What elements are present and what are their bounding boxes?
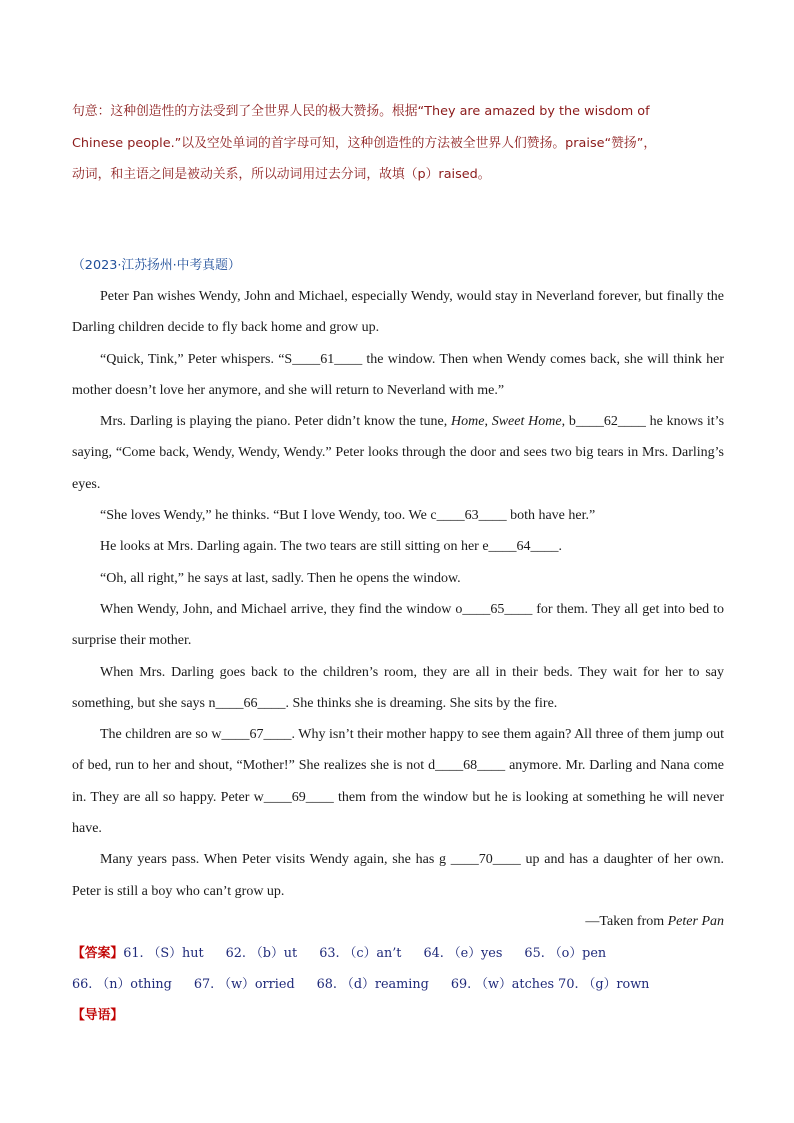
- answer-item: 64. （e）yes: [423, 946, 503, 961]
- passage-paragraph: The children are so w____67____. Why isn’t their mother happy to see them again? All three of them jump out of bed, run to her and shout, “Mother!” She realizes she is not d____68____ anymore. Mr. Darling and Nana come in. They are all so happy. Peter w____69____ them from the window but he is looking at something he will never have.: [72, 727, 724, 837]
- answer-item: 62. （b）ut: [225, 946, 298, 961]
- answer-row: [72, 969, 732, 1000]
- passage-paragraph: “She loves Wendy,” he thinks. “But I love Wendy, too. We c____63____ both have her.”: [100, 508, 596, 524]
- answer-item: 66. （n）othing: [72, 977, 172, 993]
- answer-item: 69. （w）atches 70. （g）rown: [450, 977, 650, 993]
- passage-paragraph: When Wendy, John, and Michael arrive, they find the window o____65____ for them. They all get into bed to surprise their mother.: [72, 601, 724, 649]
- credit-prefix: —Taken from: [585, 914, 668, 929]
- answer-label: 【答案】: [72, 946, 124, 961]
- credit-title: Peter Pan: [667, 914, 724, 929]
- passage-credit: [72, 906, 724, 937]
- cloze-passage: [72, 281, 724, 907]
- answer-item: 63. （c）an’t: [319, 946, 402, 961]
- answer-item: 61. （S）hut: [123, 946, 204, 961]
- answer-key: [72, 938, 732, 1001]
- song-title: Home: [451, 414, 485, 430]
- passage-paragraph: He looks at Mrs. Darling again. The two tears are still sitting on her e____64____.: [100, 539, 563, 555]
- passage-paragraph: “Quick, Tink,” Peter whispers. “S____61____ the window. Then when Wendy comes back, she will think her mother doesn’t love her anymore, and she will return to Neverland with me.”: [72, 351, 724, 398]
- passage-text: Mrs. Darling is playing the piano. Peter didn’t know the tune,: [100, 414, 452, 430]
- explanation-line: 动词，和主语之间是被动关系，所以动词用过去分词，故填（p）raised。: [72, 167, 491, 182]
- passage-text: ,: [484, 414, 492, 430]
- passage-paragraph: [72, 406, 724, 500]
- question-source: （2023·江苏扬州·中考真题）: [72, 258, 241, 273]
- passage-paragraph: Peter Pan wishes Wendy, John and Michael, especially Wendy, would stay in Neverland forever, but finally the Darling children decide to fly back home and grow up.: [72, 289, 724, 336]
- explanation-block: [72, 96, 724, 191]
- answer-item: 65. （o）pen: [524, 946, 607, 961]
- answer-item: 68. （d）reaming: [316, 977, 429, 993]
- passage-paragraph: When Mrs. Darling goes back to the children’s room, they are all in their beds. They wait for her to say something, but she says n____66____. She thinks she is dreaming. She sits by the fire.: [72, 664, 724, 711]
- explanation-line: Chinese people.”以及空处单词的首字母可知，这种创造性的方法被全世界人们赞扬。praise“赞扬”，: [72, 135, 657, 151]
- passage-text: , b____62____ he knows it’s saying, “Come back, Wendy, Wendy, Wendy.” Peter looks through the door and sees two big tears in Mrs. Darling’s eyes.: [72, 414, 725, 492]
- guide-label: 【导语】: [72, 1008, 124, 1023]
- passage-paragraph: “Oh, all right,” he says at last, sadly. Then he opens the window.: [100, 570, 461, 586]
- answer-row: [72, 938, 732, 969]
- explanation-line: 句意：这种创造性的方法受到了全世界人民的极大赞扬。根据“They are amazed by the wisdom of: [72, 104, 650, 119]
- passage-paragraph: Many years pass. When Peter visits Wendy again, she has g ____70____ up and has a daughter of her own. Peter is still a boy who can’t grow up.: [72, 852, 724, 899]
- answer-item: 67. （w）orried: [193, 977, 295, 993]
- song-title: Sweet Home: [491, 414, 562, 430]
